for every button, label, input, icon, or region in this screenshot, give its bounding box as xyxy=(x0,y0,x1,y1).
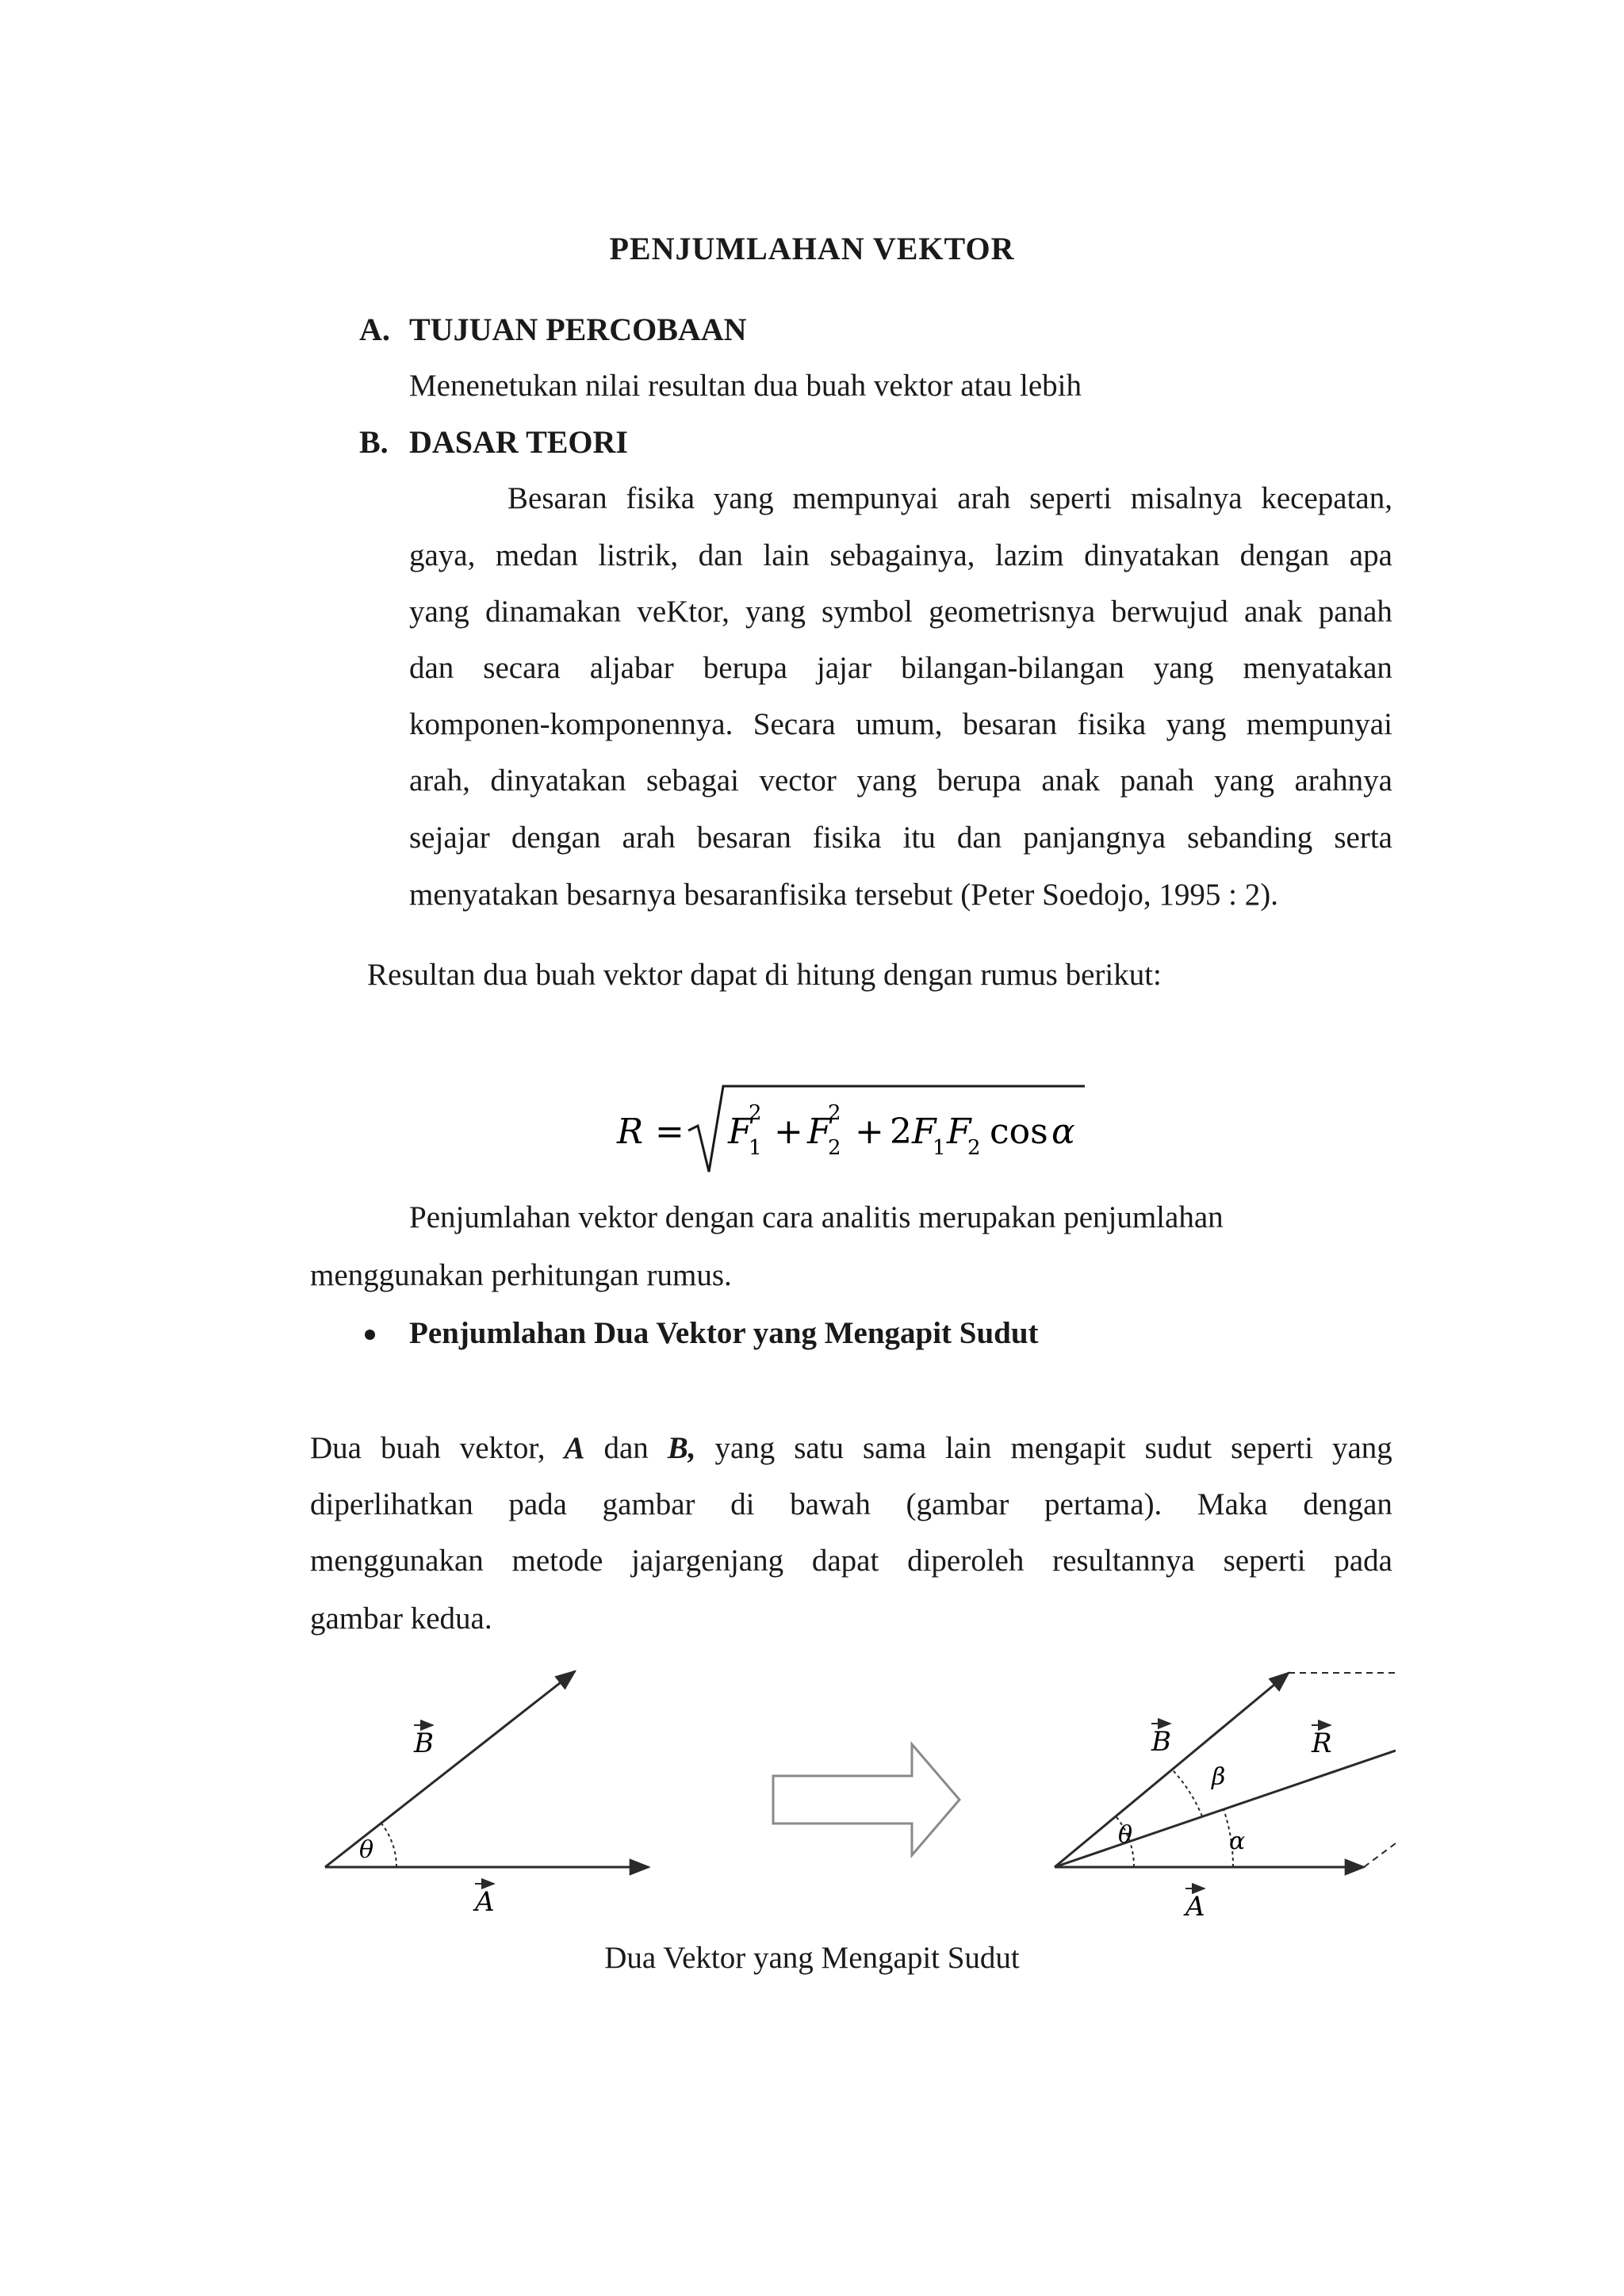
vector-figure xyxy=(301,1649,1396,1927)
word: bilangan-bilangan xyxy=(901,651,1124,685)
transition-arrow-icon xyxy=(773,1744,959,1855)
word: dan xyxy=(956,821,1002,855)
word: yang xyxy=(714,1431,776,1465)
page-title: PENJUMLAHAN VEKTOR xyxy=(609,231,1015,266)
angle-beta-arc xyxy=(1173,1770,1202,1816)
label-vector-b: B xyxy=(414,1728,434,1759)
word: symbol xyxy=(822,595,913,629)
word: aljabar xyxy=(589,651,674,685)
word: Besaran xyxy=(508,481,607,515)
word: metode xyxy=(511,1544,603,1578)
formula-f1-sup: 2 xyxy=(749,1101,762,1125)
word: yang xyxy=(856,763,917,798)
label-vector-b: B xyxy=(1151,1726,1171,1758)
word: misalnya xyxy=(1130,481,1243,515)
word: yang xyxy=(1332,1431,1392,1465)
word: menyatakan xyxy=(1243,651,1392,685)
word: dan xyxy=(698,538,743,572)
word: dengan xyxy=(511,821,601,855)
formula-plus-1: + xyxy=(774,1112,803,1152)
formula-lhs: R xyxy=(617,1112,644,1152)
word: fisika xyxy=(812,821,882,855)
word: vector xyxy=(759,763,837,798)
word: satu xyxy=(794,1431,845,1465)
section-a-heading: TUJUAN PERCOBAAN xyxy=(409,312,747,347)
word: gambar xyxy=(602,1487,695,1521)
bullet-dot xyxy=(365,1330,375,1340)
word: arah, xyxy=(409,763,470,798)
word: resultannya xyxy=(1052,1544,1195,1578)
word: berupa xyxy=(703,651,787,685)
word: listrik, xyxy=(598,538,679,572)
word: anak xyxy=(1243,595,1303,629)
label-vector-a: A xyxy=(475,1886,495,1918)
word: yang xyxy=(409,595,469,629)
formula-f1-sub: 1 xyxy=(749,1136,762,1160)
word: panah xyxy=(1318,595,1392,629)
section-b-heading: DASAR TEORI xyxy=(409,424,628,460)
word: arah xyxy=(957,481,1011,515)
word: dinyatakan xyxy=(1084,538,1220,572)
resultant-formula xyxy=(611,1078,1086,1181)
word: pada xyxy=(508,1487,567,1521)
word: yang xyxy=(1153,651,1214,685)
formula-f1: F xyxy=(728,1112,753,1152)
word: mempunyai xyxy=(1246,707,1392,741)
word: sejajar xyxy=(409,821,490,855)
word: mengapit xyxy=(1010,1431,1126,1465)
word: dengan xyxy=(1303,1487,1392,1521)
word: di xyxy=(730,1487,755,1521)
figure-caption: Dua Vektor yang Mengapit Sudut xyxy=(604,1941,1020,1975)
section-a-text: Menenetukan nilai resultan dua buah vektor atau lebih xyxy=(409,369,1082,403)
word: pertama). xyxy=(1044,1487,1162,1521)
word: dinyatakan xyxy=(490,763,626,798)
word: anak xyxy=(1041,763,1101,798)
word: fisika xyxy=(626,481,695,515)
word: dengan xyxy=(1239,538,1330,572)
word: sebagai xyxy=(646,763,739,798)
word: veKtor, xyxy=(637,595,730,629)
word: yang xyxy=(1214,763,1274,798)
word: arah xyxy=(622,821,676,855)
diagram-vectors-resultant xyxy=(1055,1673,1396,1923)
word: serta xyxy=(1334,821,1392,855)
word: lain xyxy=(945,1431,992,1465)
word: Secara xyxy=(753,707,836,741)
formula-f2-sup: 2 xyxy=(828,1101,841,1125)
word: sebagainya, xyxy=(829,538,975,572)
formula-f2-product-sub: 2 xyxy=(967,1136,981,1160)
word: yang xyxy=(1166,707,1227,741)
word: seperti xyxy=(1231,1431,1314,1465)
word: sebanding xyxy=(1187,821,1313,855)
formula-f2-sub: 2 xyxy=(828,1136,841,1160)
word: geometrisnya xyxy=(929,595,1096,629)
word: dinamakan xyxy=(485,595,622,629)
word: dan xyxy=(409,651,454,685)
word: lazim xyxy=(994,538,1064,572)
word: Maka xyxy=(1197,1487,1268,1521)
word: gaya, xyxy=(409,538,476,572)
word: fisika xyxy=(1077,707,1147,741)
analytic-line-2: menggunakan perhitungan rumus. xyxy=(310,1258,732,1292)
formula-plus-2: + xyxy=(855,1112,884,1152)
word: medan xyxy=(495,538,578,572)
angle-theta-arc xyxy=(381,1823,396,1867)
vector-a-symbol: A xyxy=(564,1431,585,1465)
word: diperoleh xyxy=(907,1544,1025,1578)
paragraph-line xyxy=(409,649,1392,687)
paragraph-line xyxy=(409,593,1392,631)
vector-paragraph-line-2 xyxy=(310,1486,1392,1524)
paragraph-line xyxy=(409,537,1392,575)
word: bawah xyxy=(790,1487,871,1521)
word: yang xyxy=(745,595,806,629)
bullet-heading: Penjumlahan Dua Vektor yang Mengapit Sudut xyxy=(409,1316,1039,1350)
parallelogram-side-edge xyxy=(1364,1843,1396,1867)
label-theta: θ xyxy=(359,1836,374,1864)
word: seperti xyxy=(1029,481,1113,515)
word: pada xyxy=(1334,1544,1392,1578)
vector-b-arrow xyxy=(1055,1673,1289,1867)
diagram-vectors-before xyxy=(325,1671,649,1918)
word: lain xyxy=(763,538,810,572)
paragraph-line xyxy=(409,762,1392,800)
word: jajargenjang xyxy=(631,1544,784,1578)
word: dapat xyxy=(811,1544,879,1578)
word: buah xyxy=(380,1431,441,1465)
formula-f2: F xyxy=(807,1112,832,1152)
label-beta: β xyxy=(1212,1763,1226,1791)
section-a-letter: A. xyxy=(359,312,390,347)
label-vector-r: R xyxy=(1312,1728,1332,1759)
formula-coefficient: 2 xyxy=(890,1112,912,1152)
word: jajar xyxy=(816,651,872,685)
vector-paragraph-line-1 xyxy=(310,1429,1392,1468)
word: yang xyxy=(713,481,774,515)
word: diperlihatkan xyxy=(310,1487,473,1521)
formula-equals: = xyxy=(655,1112,684,1152)
formula-cos: cos xyxy=(990,1112,1048,1152)
paragraph-line xyxy=(409,706,1392,744)
label-vector-a: A xyxy=(1185,1891,1205,1923)
word: apa xyxy=(1349,538,1392,572)
word: berupa xyxy=(936,763,1021,798)
word: dan xyxy=(603,1431,649,1465)
formula-f2-product: F xyxy=(947,1112,971,1152)
word: berwujud xyxy=(1111,595,1228,629)
formula-f1-product-sub: 1 xyxy=(933,1136,946,1160)
word: panjangnya xyxy=(1023,821,1166,855)
vector-paragraph-line-4: gambar kedua. xyxy=(310,1601,492,1636)
analytic-line-1: Penjumlahan vektor dengan cara analitis merupakan penjumlahan xyxy=(409,1200,1224,1234)
section-b-letter: B. xyxy=(359,424,389,460)
word: itu xyxy=(902,821,936,855)
vector-paragraph-line-3 xyxy=(310,1542,1392,1580)
formula-f1-product: F xyxy=(912,1112,936,1152)
word: seperti xyxy=(1223,1544,1306,1578)
paragraph-line xyxy=(508,480,1392,518)
word: besaran xyxy=(962,707,1058,741)
word: (gambar xyxy=(906,1487,1009,1521)
word: komponen-komponennya. xyxy=(409,707,733,741)
paragraph-line: menyatakan besarnya besaranfisika tersebut (Peter Soedojo, 1995 : 2). xyxy=(409,878,1278,912)
paragraph-line xyxy=(409,819,1392,857)
label-theta: θ xyxy=(1118,1821,1133,1849)
word: arahnya xyxy=(1294,763,1392,798)
word: sudut xyxy=(1144,1431,1212,1465)
word: vektor, xyxy=(459,1431,546,1465)
word: sama xyxy=(862,1431,927,1465)
word: besaran xyxy=(696,821,791,855)
word: mempunyai xyxy=(792,481,939,515)
word: menggunakan xyxy=(310,1544,484,1578)
word: umum, xyxy=(856,707,943,741)
label-alpha: α xyxy=(1229,1827,1246,1855)
word: panah xyxy=(1120,763,1194,798)
word: kecepatan, xyxy=(1261,481,1392,515)
word: Dua xyxy=(310,1431,362,1465)
vector-b-symbol: B, xyxy=(667,1431,696,1465)
formula-alpha: α xyxy=(1051,1112,1075,1152)
resultant-intro: Resultan dua buah vektor dapat di hitung dengan rumus berikut: xyxy=(367,958,1162,992)
word: secara xyxy=(483,651,561,685)
